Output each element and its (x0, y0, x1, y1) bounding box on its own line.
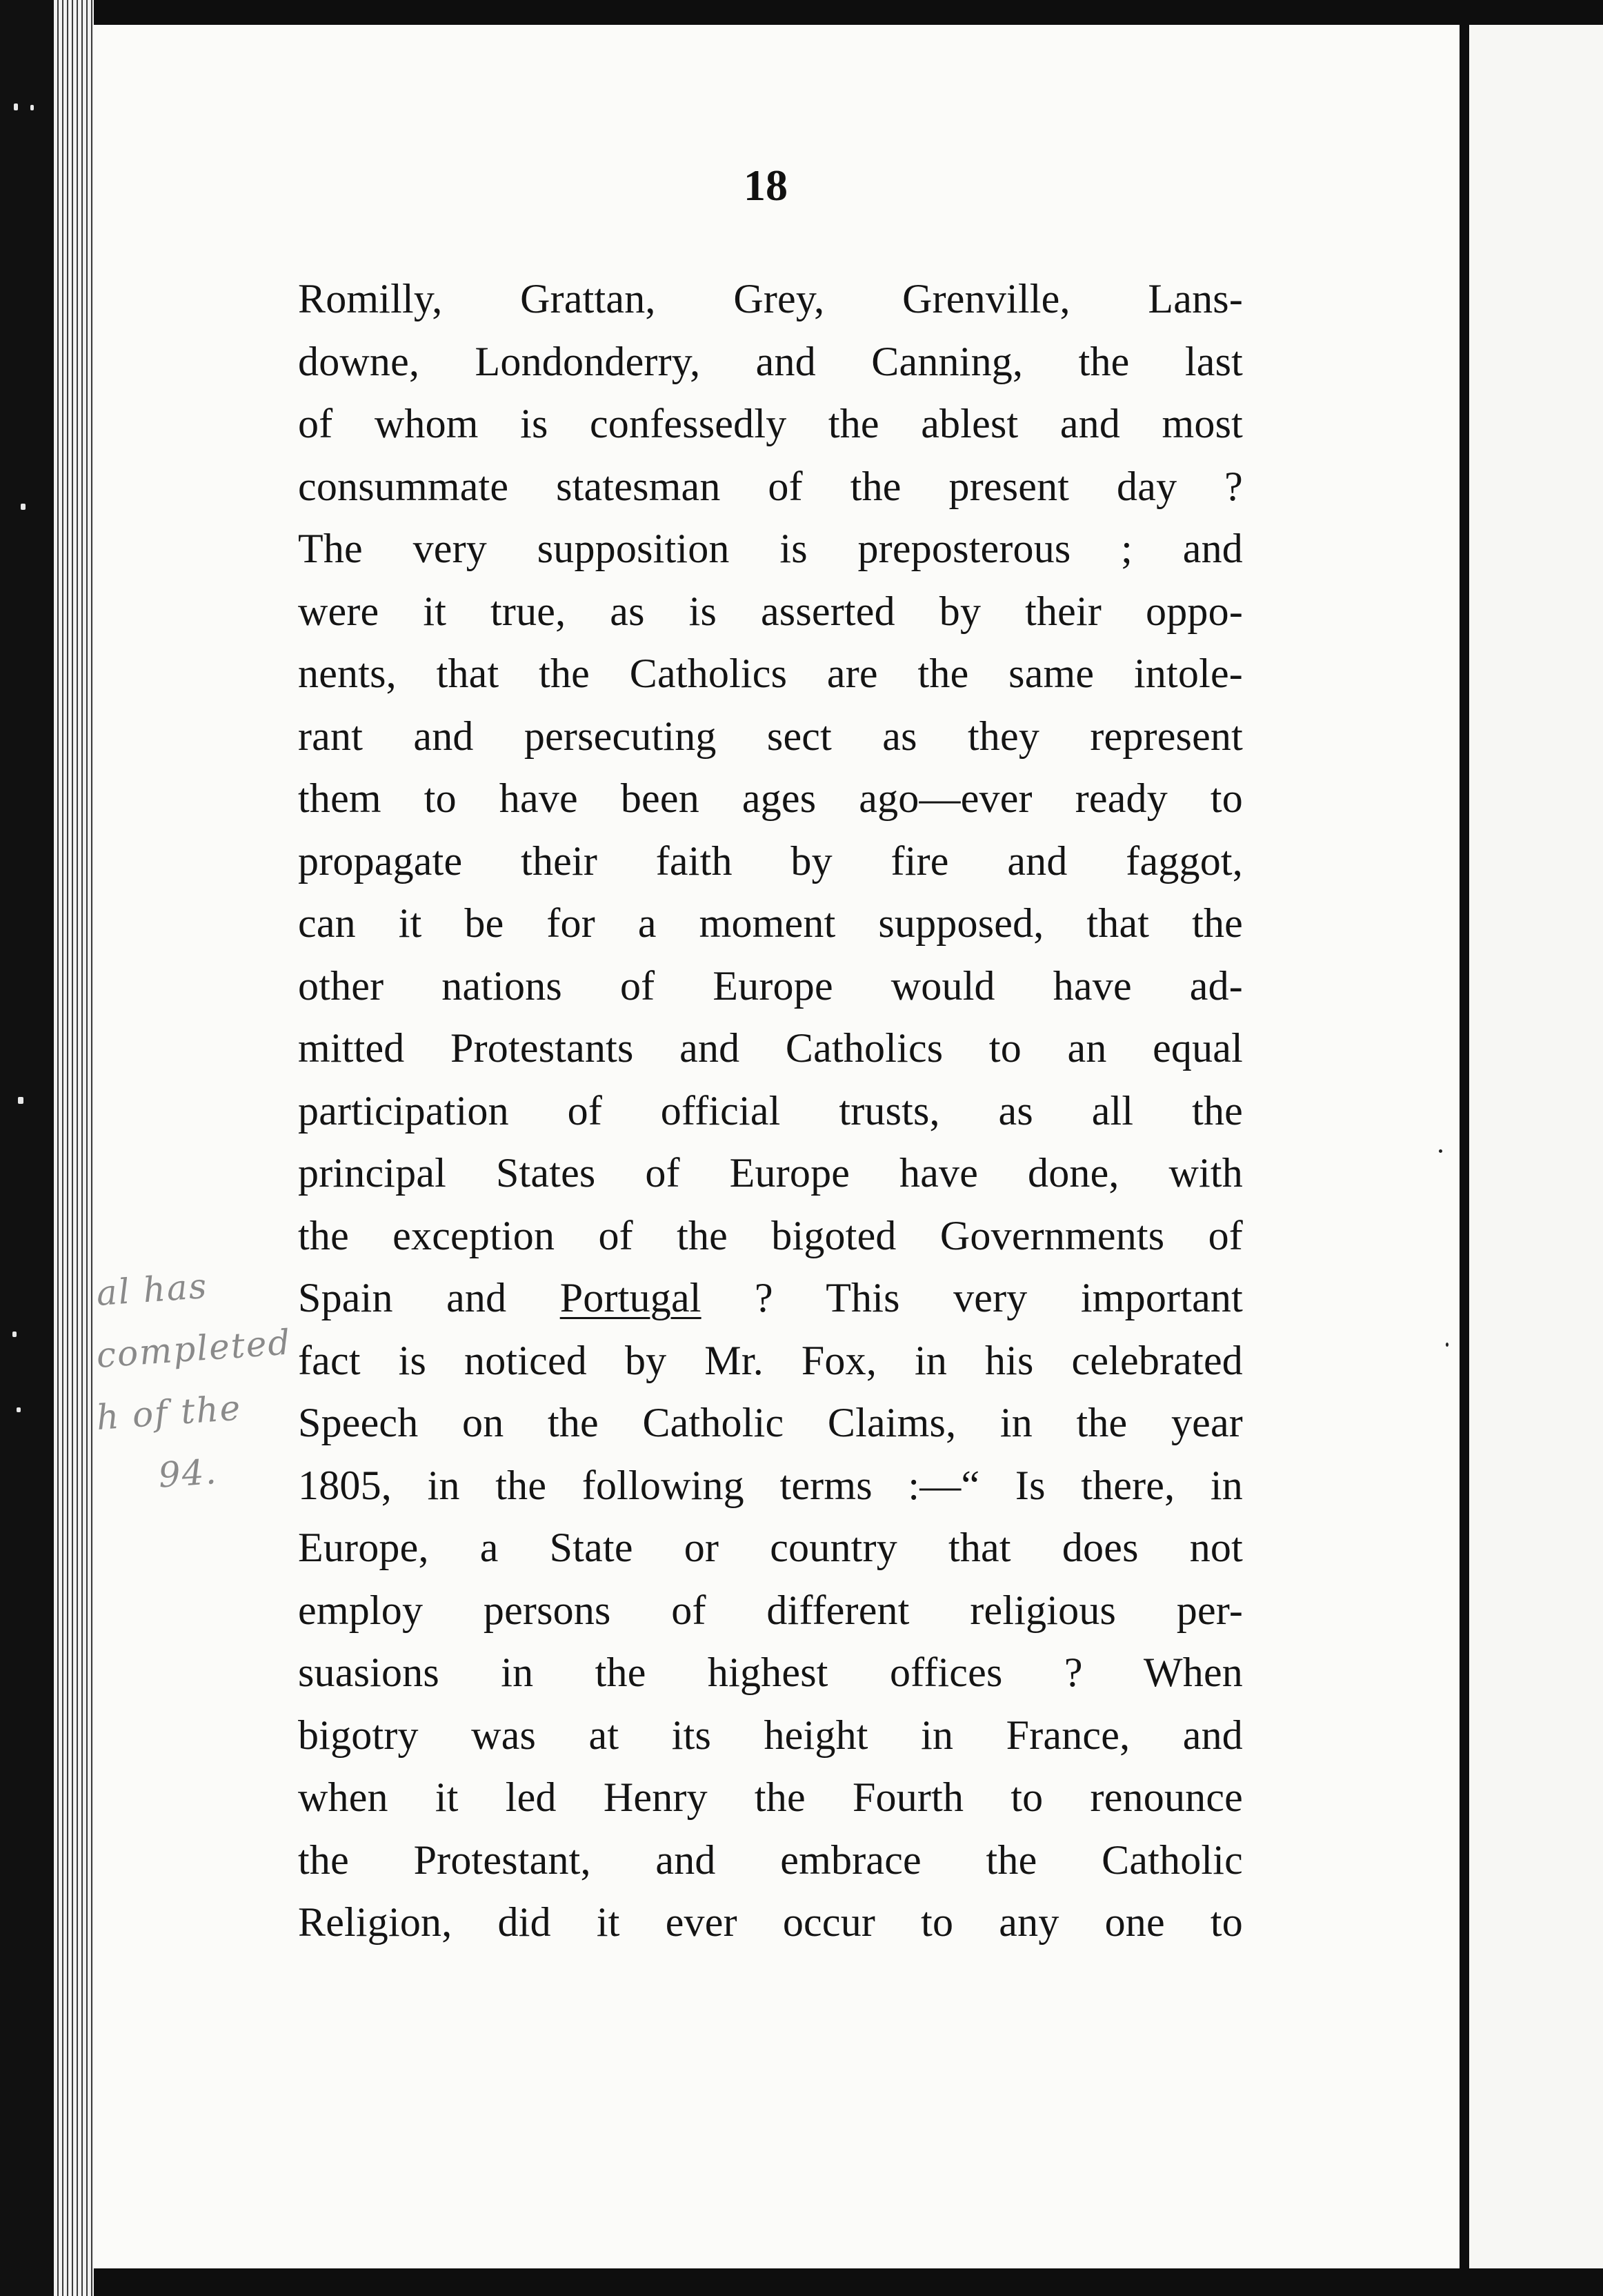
text-line: other nations of Europe would have ad- (298, 962, 1243, 1009)
edge-speck (30, 105, 34, 110)
text-line: suasions in the highest offices ? When (298, 1650, 1243, 1695)
text-line: the exception of the bigoted Governments of (298, 1212, 1243, 1258)
text-line: of whom is confessedly the ablest and most (298, 401, 1243, 446)
page-number: 18 (744, 161, 788, 210)
text-segment: Spain and (298, 1275, 560, 1320)
text-line: Speech on the Catholic Claims, in the year (298, 1400, 1243, 1445)
page-gutter (1460, 0, 1469, 2296)
text-line: 1805, in the following terms :—“ Is there, in (298, 1462, 1243, 1508)
text-line: The very supposition is preposterous ; and (298, 526, 1243, 571)
text-line: nents, that the Catholics are the same intole- (298, 651, 1243, 696)
text-line: can it be for a moment supposed, that the (298, 900, 1243, 946)
text-line: bigotry was at its height in France, and (298, 1712, 1243, 1758)
text-line: the Protestant, and embrace the Catholic (298, 1837, 1243, 1883)
edge-speck (12, 1332, 17, 1337)
note-line: al has (94, 1265, 210, 1314)
text-line: were it true, as is asserted by their oppo- (298, 588, 1243, 634)
text-line: Religion, did it ever occur to any one to (298, 1899, 1243, 1945)
edge-speck (17, 1407, 21, 1412)
text-line-underlined (298, 1267, 1243, 1329)
text-line: employ persons of different religious per- (298, 1587, 1243, 1633)
text-line: rant and persecuting sect as they represent (298, 713, 1243, 759)
edge-speck (18, 1097, 23, 1104)
ink-speck (1439, 1149, 1442, 1153)
text-line: Romilly, Grattan, Grey, Grenville, Lans- (298, 276, 1243, 321)
handwritten-margin-note (94, 1263, 303, 1511)
edge-speck (21, 504, 26, 510)
note-line: completed (94, 1322, 293, 1376)
text-line: mitted Protestants and Catholics to an equal (298, 1025, 1243, 1071)
text-line: consummate statesman of the present day ? (298, 463, 1243, 509)
text-segment: ? This very important (701, 1275, 1243, 1320)
underlined-word: Portugal (559, 1275, 701, 1320)
text-line: when it led Henry the Fourth to renounce (298, 1774, 1243, 1820)
text-line: principal States of Europe have done, with (298, 1150, 1243, 1196)
body-text (298, 268, 1243, 1954)
note-line: h of the (94, 1387, 243, 1438)
scanner-edge-left (0, 0, 54, 2296)
text-line: them to have been ages ago—ever ready to (298, 775, 1243, 821)
note-line: 94. (157, 1451, 219, 1496)
adjacent-page-edge (1469, 0, 1603, 2296)
text-line: Europe, a State or country that does not (298, 1525, 1243, 1570)
ink-speck (1446, 1343, 1448, 1347)
text-line: downe, Londonderry, and Canning, the last (298, 338, 1243, 384)
text-line: propagate their faith by fire and faggot, (298, 838, 1243, 884)
edge-speck (14, 103, 18, 110)
text-line: fact is noticed by Mr. Fox, in his celebrated (298, 1337, 1243, 1383)
page-stack-edge (54, 0, 94, 2296)
text-line: participation of official trusts, as all the (298, 1087, 1243, 1134)
